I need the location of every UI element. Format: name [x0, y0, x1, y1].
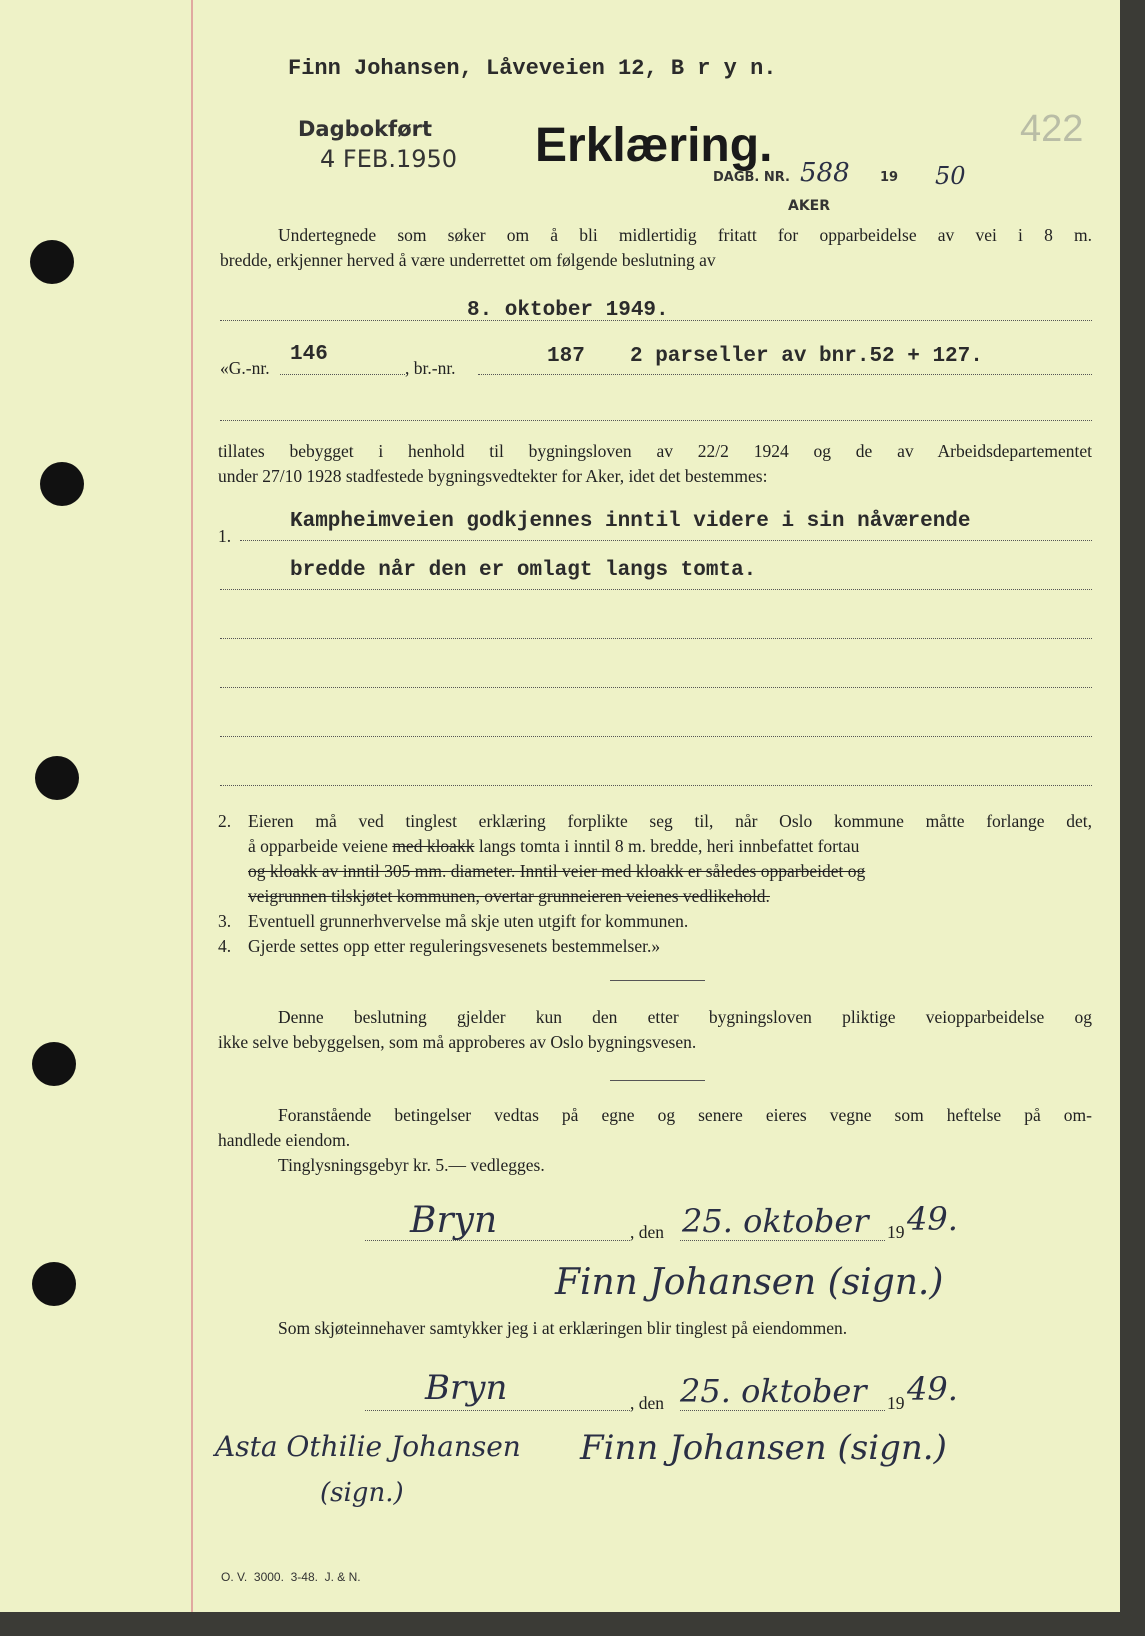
- dotted-line: [680, 1240, 885, 1241]
- property-description: 2 parseller av bnr.52 + 127.: [630, 345, 983, 368]
- dotted-line: [478, 374, 1092, 375]
- intro-line-2: bredde, erkjenner herved å være underrettet om følgende beslutning av: [220, 250, 716, 270]
- gnr-value: 146: [290, 343, 328, 366]
- separator-rule: [610, 980, 705, 981]
- aker-label: AKER: [788, 198, 831, 214]
- dotted-line: [220, 687, 1092, 688]
- year-prefix: 19: [887, 1393, 905, 1413]
- received-stamp-label: Dagbokført: [298, 117, 433, 141]
- closing-line-3: Tinglysningsgebyr kr. 5.— vedlegges.: [278, 1155, 545, 1175]
- sign-year: 49.: [907, 1200, 958, 1238]
- consent-text: Som skjøteinnehaver samtykker jeg i at erklæringen blir tinglest på eiendommen.: [278, 1318, 848, 1338]
- dagb-number: 588: [800, 158, 850, 188]
- brnr-label: , br.-nr.: [405, 358, 456, 378]
- dotted-line: [220, 589, 1092, 590]
- punch-hole: [32, 1042, 76, 1086]
- year-prefix: 19: [887, 1222, 905, 1242]
- dagb-label: DAGB. NR.: [713, 170, 790, 185]
- condition-4-text: Gjerde settes opp etter reguleringsvesenets bestemmelser.»: [248, 936, 661, 956]
- address-line: Finn Johansen, Låveveien 12, B r y n.: [288, 56, 777, 81]
- closing-line-1: Foranstående betingelser vedtas på egne og senere eieres vegne som heftelse på om-: [278, 1105, 1092, 1125]
- dotted-line: [280, 374, 405, 375]
- punch-hole: [35, 756, 79, 800]
- condition-2-line-2-start: å opparbeide veiene: [248, 836, 388, 856]
- condition-2-line-2: [248, 836, 859, 857]
- dotted-line: [220, 736, 1092, 737]
- document-title: Erklæring.: [535, 119, 773, 172]
- note-line-2: ikke selve bebyggelsen, som må approberes av Oslo bygningsvesen.: [218, 1032, 697, 1052]
- sign-place: Bryn: [410, 1200, 498, 1241]
- condition-1-number: 1.: [218, 526, 232, 546]
- struck-text: og kloakk av inntil 305 mm. diameter. Inntil veier med kloakk er således opparbeidet og: [248, 861, 866, 881]
- condition-2-line-1: Eieren må ved tinglest erklæring forplikte seg til, når Oslo kommune måtte forlange det,: [248, 811, 1092, 831]
- sign-date: 25. oktober: [682, 1202, 869, 1240]
- sign-date: 25. oktober: [680, 1372, 867, 1410]
- dotted-line: [220, 420, 1092, 421]
- sign-place: Bryn: [425, 1368, 508, 1408]
- dotted-line: [240, 540, 1092, 541]
- received-stamp-date: 4 FEB.1950: [320, 145, 458, 173]
- scan-edge-right: [1120, 0, 1145, 1636]
- struck-text: med kloakk: [392, 836, 475, 856]
- decision-date: 8. oktober 1949.: [467, 299, 669, 322]
- condition-4-number: 4.: [218, 936, 232, 956]
- condition-1-line-1: Kampheimveien godkjennes inntil videre i sin nåværende: [290, 510, 971, 533]
- dagb-year: 50: [935, 162, 966, 190]
- punch-hole: [40, 462, 84, 506]
- signature-finn-johansen: Finn Johansen (sign.): [555, 1262, 944, 1303]
- dotted-line: [365, 1410, 630, 1411]
- den-label: , den: [630, 1393, 665, 1413]
- sign-year: 49.: [907, 1370, 958, 1408]
- gnr-label: «G.-nr.: [220, 358, 270, 378]
- note-line-1: Denne beslutning gjelder kun den etter bygningsloven pliktige veiopparbeidelse og: [278, 1007, 1092, 1027]
- signature-finn-johansen: Finn Johansen (sign.): [580, 1428, 947, 1468]
- law-line-1: tillates bebygget i henhold til bygningsloven av 22/2 1924 og de av Arbeidsdepartementet: [218, 441, 1092, 461]
- scan-edge-bottom: [0, 1612, 1145, 1636]
- brnr-value: 187: [547, 345, 585, 368]
- condition-2-number: 2.: [218, 811, 232, 831]
- law-line-2: under 27/10 1928 stadfestede bygningsvedtekter for Aker, idet det bestemmes:: [218, 466, 768, 486]
- dotted-line: [680, 1410, 885, 1411]
- punch-hole: [32, 1262, 76, 1306]
- intro-line-1: Undertegnede som søker om å bli midlertidig fritatt for opparbeidelse av vei i 8 m.: [278, 225, 1092, 245]
- condition-3-text: Eventuell grunnerhvervelse må skje uten utgift for kommunen.: [248, 911, 689, 931]
- condition-3-number: 3.: [218, 911, 232, 931]
- dagb-year-prefix: 19: [880, 170, 899, 185]
- condition-1-line-2: bredde når den er omlagt langs tomta.: [290, 559, 757, 582]
- den-label: , den: [630, 1222, 665, 1242]
- struck-text: veigrunnen tilskjøtet kommunen, overtar grunneieren veienes vedlikehold.: [248, 886, 770, 906]
- closing-line-2: handlede eiendom.: [218, 1130, 351, 1150]
- dotted-line: [220, 785, 1092, 786]
- page-number: 422: [1020, 108, 1084, 150]
- margin-line: [191, 0, 193, 1612]
- signature-asta-johansen: Asta Othilie Johansen: [215, 1430, 521, 1463]
- separator-rule: [610, 1080, 705, 1081]
- form-footer: O. V. 3000. 3-48. J. & N.: [221, 1570, 361, 1584]
- condition-2-line-2-end: langs tomta i inntil 8 m. bredde, heri innbefattet fortau: [478, 836, 860, 856]
- punch-hole: [30, 240, 74, 284]
- dotted-line: [220, 638, 1092, 639]
- dotted-line: [365, 1240, 630, 1241]
- signature-asta-sign: (sign.): [320, 1478, 404, 1508]
